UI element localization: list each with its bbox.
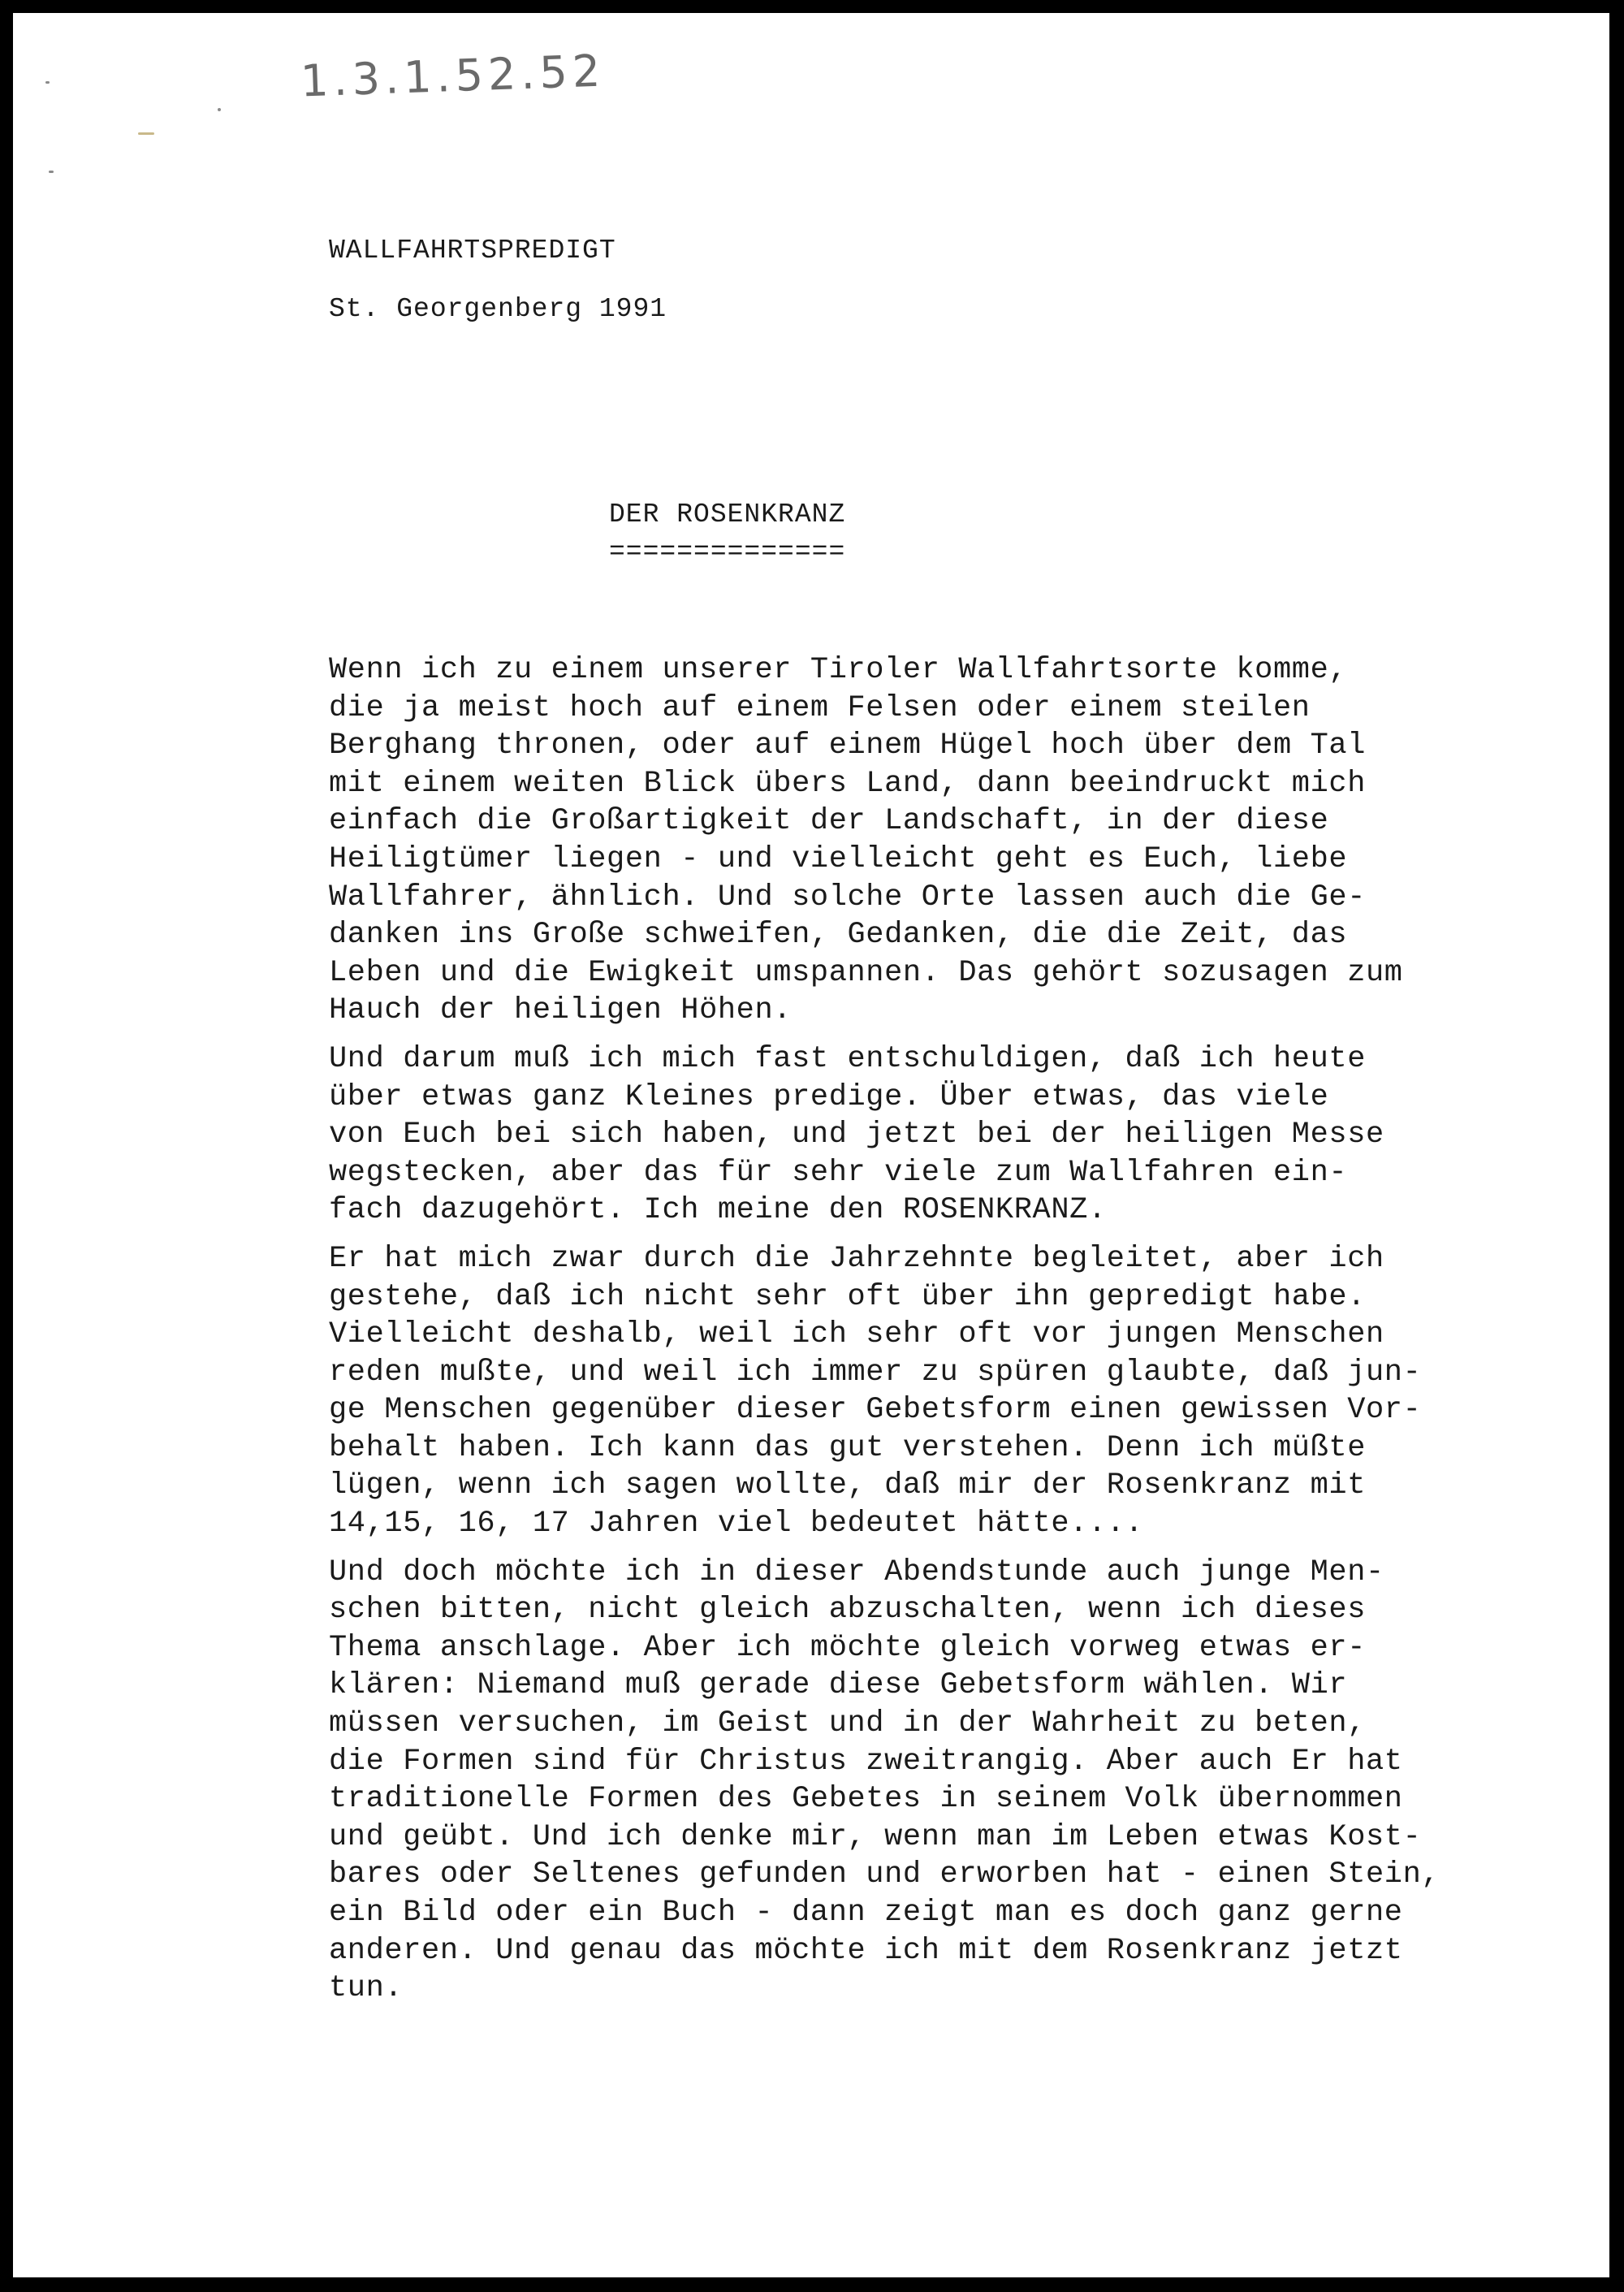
text-line: die ja meist hoch auf einem Felsen oder einem steilen [329,690,1311,725]
text-line: danken ins Große schweifen, Gedanken, die die Zeit, das [329,918,1348,953]
text-line: Hauch der heiligen Höhen. [329,993,793,1028]
place-year: St. Georgenberg 1991 [329,294,667,324]
text-line: mit einem weiten Blick übers Land, dann beeindruckt mich [329,766,1367,801]
text-line: bares oder Seltenes gefunden und erworben hat - einen Stein, [329,1857,1440,1892]
text-line: von Euch bei sich haben, und jetzt bei der heiligen Messe [329,1118,1384,1152]
paragraph [329,1554,1498,2008]
text-line: einfach die Großartigkeit der Landschaft, in der diese [329,804,1329,839]
paragraph [329,651,1498,1030]
text-line: Wallfahrer, ähnlich. Und solche Orte lassen auch die Ge- [329,880,1367,915]
text-line: Heiligtümer liegen - und vielleicht geht es Euch, liebe [329,841,1348,876]
paragraph [329,1040,1498,1230]
sermon-type: WALLFAHRTSPREDIGT [329,236,616,266]
text-line: lügen, wenn ich sagen wollte, daß mir der Rosenkranz mit [329,1468,1367,1503]
paper-speck [218,108,221,111]
text-line: tun. [329,1971,404,2006]
paper-speck [49,171,54,173]
title-underline: ============== [609,537,846,567]
text-line: Vielleicht deshalb, weil ich sehr oft vor jungen Menschen [329,1317,1384,1352]
text-line: gestehe, daß ich nicht sehr oft über ihn gepredigt habe. [329,1279,1367,1314]
paragraph [329,1240,1498,1543]
text-line: schen bitten, nicht gleich abzuschalten, wenn ich dieses [329,1593,1367,1628]
text-line: ge Menschen gegenüber dieser Gebetsform einen gewissen Vor- [329,1393,1422,1428]
paper-speck [45,81,50,84]
text-line: Berghang thronen, oder auf einem Hügel hoch über dem Tal [329,729,1367,763]
paper-speck [138,132,154,135]
text-line: über etwas ganz Kleines predige. Über etwas, das viele [329,1079,1329,1114]
text-line: anderen. Und genau das möchte ich mit dem Rosenkranz jetzt [329,1933,1403,1968]
text-line: ein Bild oder ein Buch - dann zeigt man es doch ganz gerne [329,1896,1403,1930]
text-line: Wenn ich zu einem unserer Tiroler Wallfahrtsorte komme, [329,653,1348,687]
text-line: fach dazugehört. Ich meine den ROSENKRANZ. [329,1193,1107,1228]
text-line: behalt haben. Ich kann das gut verstehen. Denn ich müßte [329,1430,1367,1465]
text-line: Und darum muß ich mich fast entschuldigen, daß ich heute [329,1041,1367,1076]
text-line: die Formen sind für Christus zweitrangig. Aber auch Er hat [329,1744,1403,1779]
text-line: Und doch möchte ich in dieser Abendstunde auch junge Men- [329,1555,1384,1589]
text-line: Thema anschlage. Aber ich möchte gleich vorweg etwas er- [329,1630,1367,1665]
sermon-body [329,651,1498,2018]
sermon-title: DER ROSENKRANZ [609,499,846,530]
text-line: müssen versuchen, im Geist und in der Wahrheit zu beten, [329,1706,1367,1741]
text-line: wegstecken, aber das für sehr viele zum Wallfahren ein- [329,1155,1348,1190]
text-line: und geübt. Und ich denke mir, wenn man im Leben etwas Kost- [329,1819,1422,1854]
text-line: klären: Niemand muß gerade diese Gebetsform wählen. Wir [329,1668,1348,1703]
text-line: Leben und die Ewigkeit umspannen. Das gehört sozusagen zum [329,955,1403,990]
text-line: reden mußte, und weil ich immer zu spüren glaubte, daß jun- [329,1355,1422,1390]
text-line: 14,15, 16, 17 Jahren viel bedeutet hätte.... [329,1507,1144,1542]
text-line: traditionelle Formen des Gebetes in seinem Volk übernommen [329,1782,1403,1817]
text-line: Er hat mich zwar durch die Jahrzehnte begleitet, aber ich [329,1241,1384,1276]
archive-number: 1.3.1.52.52 [300,45,607,107]
